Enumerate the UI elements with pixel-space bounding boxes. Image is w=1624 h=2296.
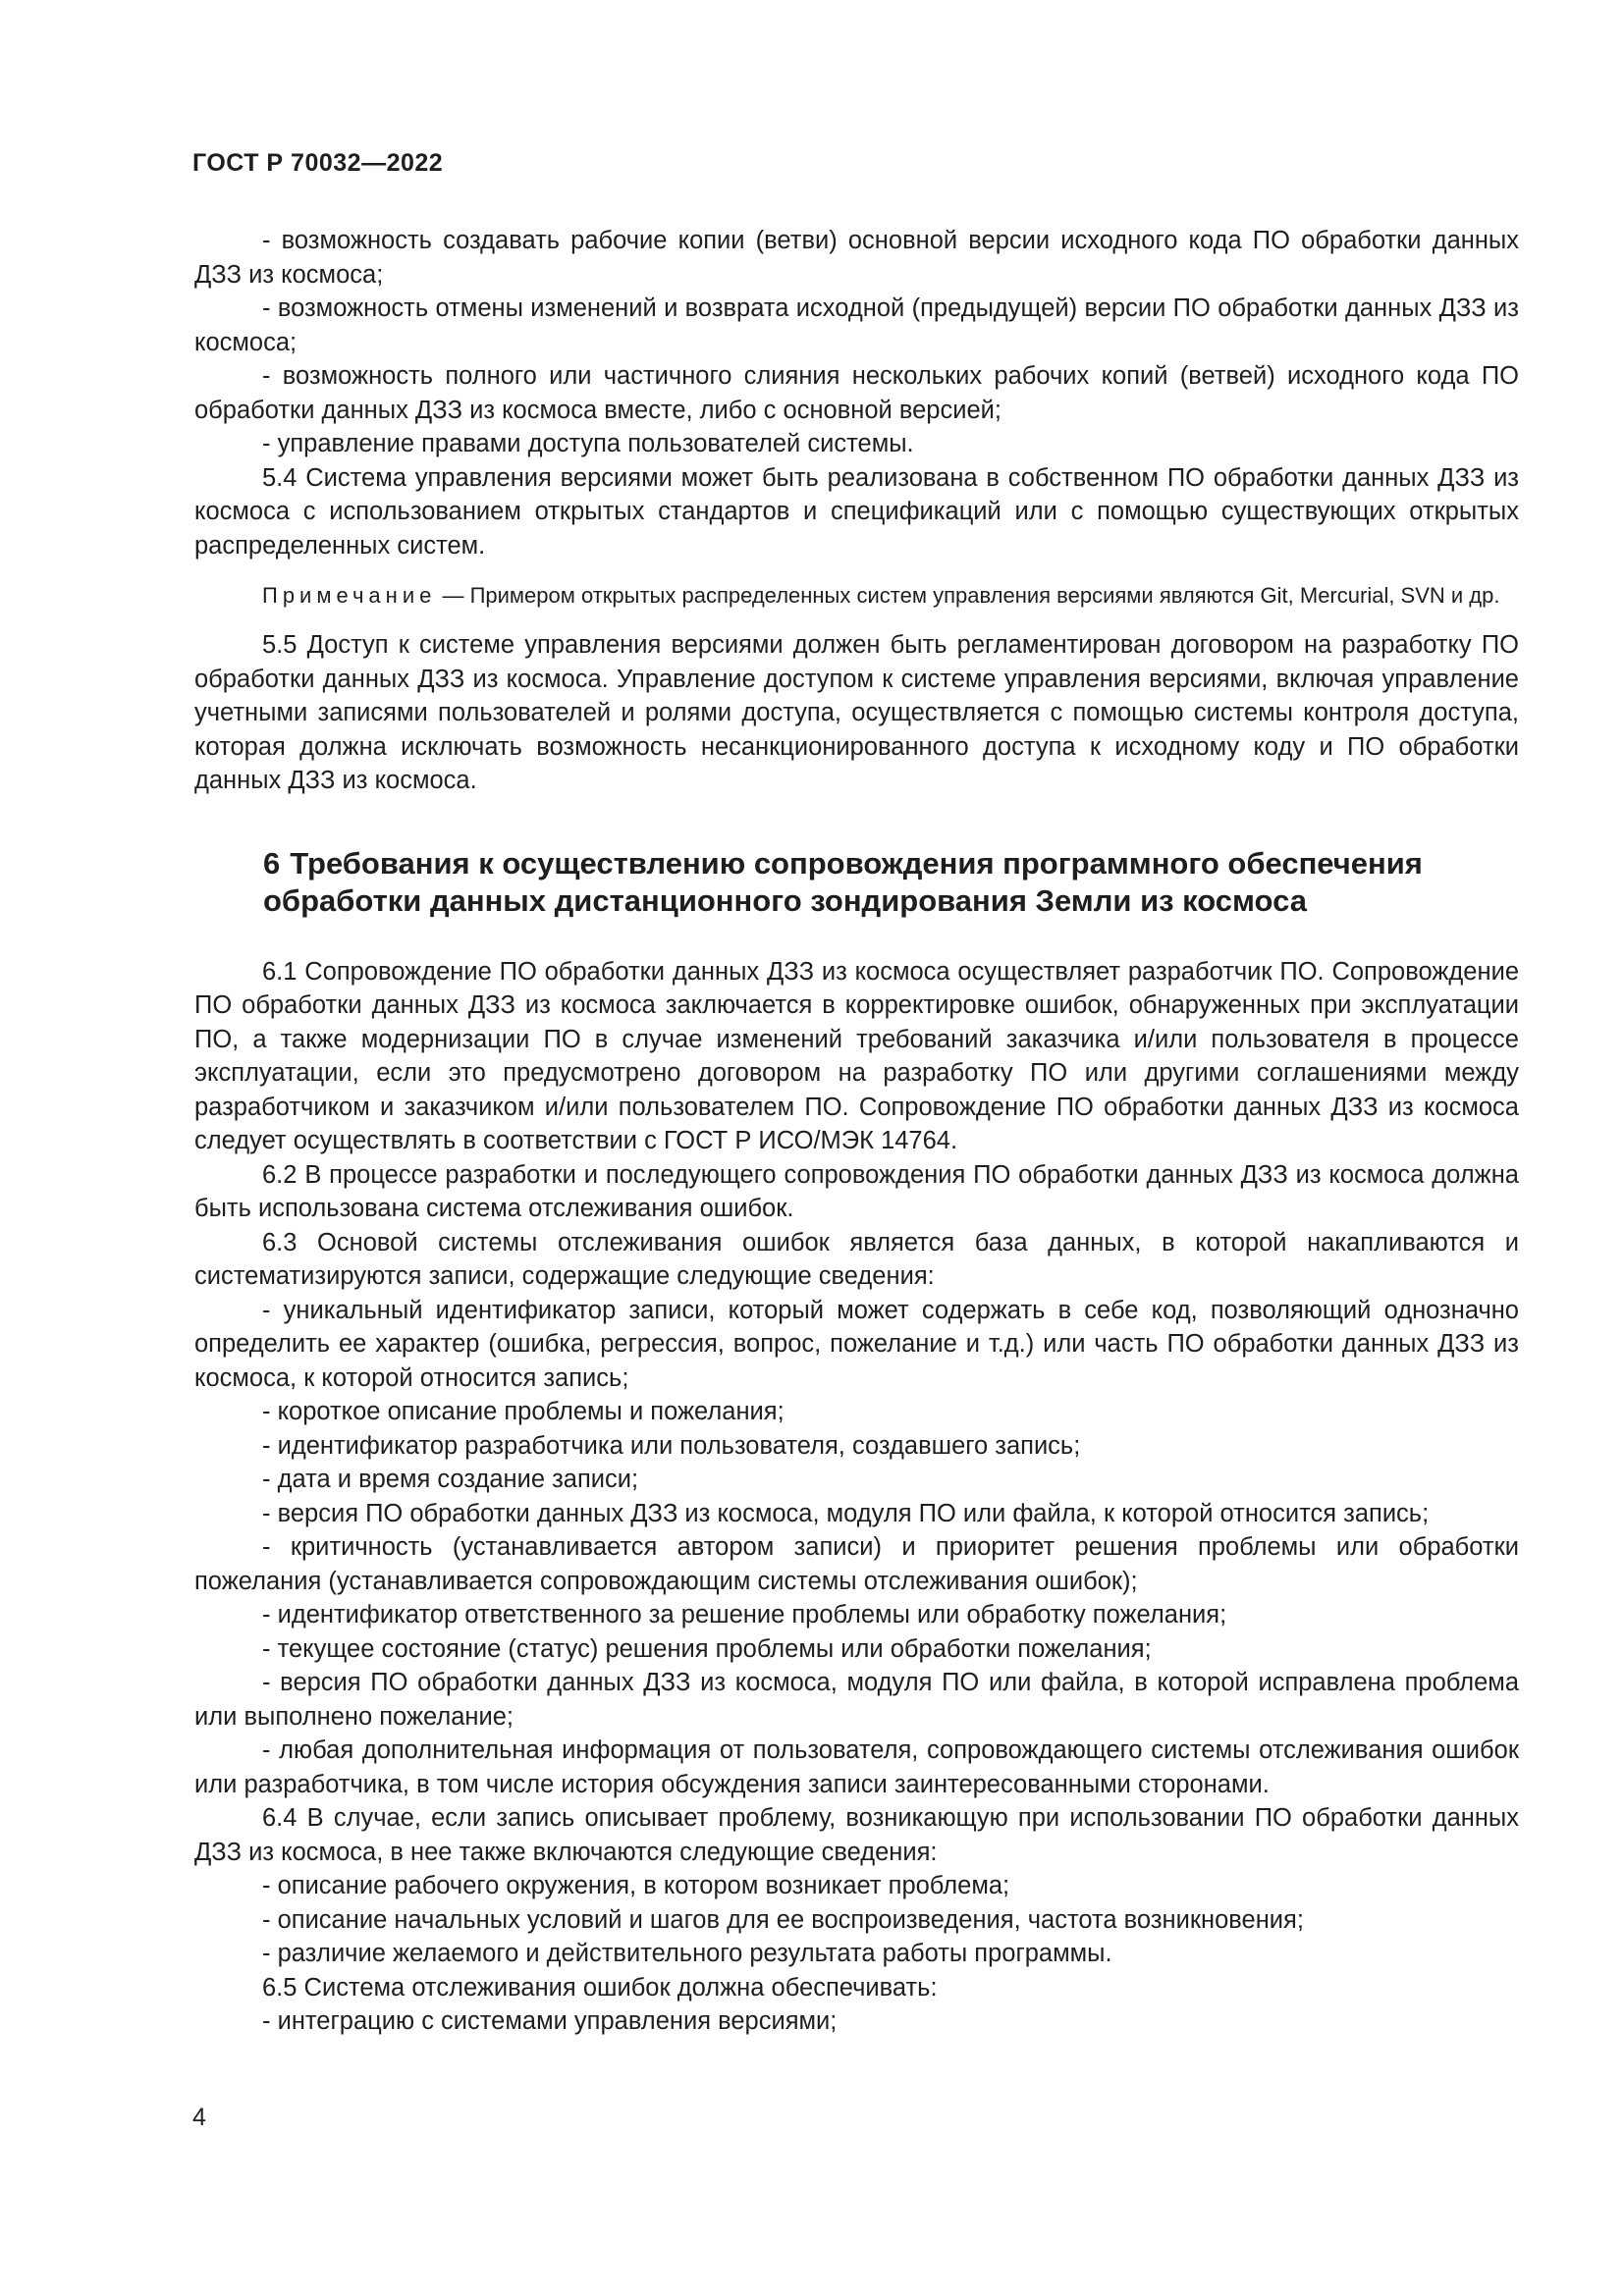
list-item: - возможность создавать рабочие копии (ветви) основной версии исходного кода ПО обработки данных ДЗЗ из космоса; (194, 227, 1519, 289)
clause-6-5: 6.5 Система отслеживания ошибок должна обеспечивать: (262, 1973, 938, 2002)
list-item: - идентификатор ответственного за решение проблемы или обработку пожелания; (262, 1601, 1227, 1629)
note-label: Примечание (262, 583, 437, 608)
clause-6-3: 6.3 Основой системы отслеживания ошибок является база данных, в которой накапливаются и систематизируются записи, содержащие следующие сведения: (194, 1228, 1519, 1290)
page-content (194, 224, 1519, 2039)
page-number: 4 (192, 2104, 206, 2131)
list-item: - различие желаемого и действительного результата работы программы. (262, 1940, 1112, 1967)
clause-6-1: 6.1 Сопровождение ПО обработки данных ДЗЗ из космоса осуществляет разработчик ПО. Сопровождение ПО обработки данных ДЗЗ из космоса заключается в корректировке ошибок, обнаруженных при эксплуатации ПО, а также модернизации ПО в случае изменений требований заказчика и/или пользователя в процессе эксплуатации, если это предусмотрено договором на разработку ПО или другими соглашениями между разработчиком и заказчиком и/или пользователем ПО. Сопровождение ПО обработки данных ДЗЗ из космоса следует осуществлять в соответствии с ГОСТ Р ИСО/МЭК 14764. (194, 957, 1519, 1154)
clause-5-4: 5.4 Система управления версиями может быть реализована в собственном ПО обработки данных ДЗЗ из космоса с использованием открытых стандартов и спецификаций или с помощью существующих открытых распределенных систем. (194, 463, 1519, 560)
list-item: - описание начальных условий и шагов для ее воспроизведения, частота возникновения; (262, 1905, 1304, 1934)
list-item: - возможность отмены изменений и возврата исходной (предыдущей) версии ПО обработки данных ДЗЗ из космоса; (194, 294, 1519, 356)
clause-5-5: 5.5 Доступ к системе управления версиями должен быть регламентирован договором на разработку ПО обработки данных ДЗЗ из космоса. Управление доступом к системе управления версиями, включая управление учетными записями пользователей и ролями доступа, осуществляется с помощью системы контроля доступа, которая должна исключать возможность несанкционированного доступа к исходному коду и ПО обработки данных ДЗЗ из космоса. (194, 631, 1519, 794)
section-number: 6 (263, 845, 281, 881)
list-item: - дата и время создание записи; (262, 1466, 639, 1493)
list-item: - описание рабочего окружения, в котором возникает проблема; (262, 1872, 1010, 1899)
list-item: - версия ПО обработки данных ДЗЗ из космоса, модуля ПО или файла, к которой относится запись; (262, 1499, 1430, 1527)
list-item: - управление правами доступа пользователей системы. (262, 430, 914, 457)
section-title-text: Требования к осуществлению сопровождения программного обеспечения обработки данных дистанционного зондирования Земли из космоса (263, 845, 1423, 918)
list-item: - текущее состояние (статус) решения проблемы или обработки пожелания; (262, 1634, 1152, 1663)
section-heading (194, 845, 1519, 920)
document-header: ГОСТ Р 70032—2022 (192, 149, 444, 177)
list-item: - интеграцию с системами управления версиями; (262, 2007, 838, 2035)
list-item: - уникальный идентификатор записи, который может содержать в себе код, позволяющий однозначно определить ее характер (ошибка, регрессия, вопрос, пожелание и т.д.) или часть ПО обработки данных ДЗЗ из космоса, к которой относится запись; (194, 1296, 1519, 1392)
clause-6-2: 6.2 В процессе разработки и последующего сопровождения ПО обработки данных ДЗЗ из космоса должна быть использована система отслеживания ошибок. (194, 1160, 1519, 1222)
list-item: - возможность полного или частичного слияния нескольких рабочих копий (ветвей) исходного кода ПО обработки данных ДЗЗ из космоса вместе, либо с основной версией; (194, 362, 1519, 424)
list-item: - критичность (устанавливается автором записи) и приоритет решения проблемы или обработки пожелания (устанавливается сопровождающим системы отслеживания ошибок); (194, 1533, 1519, 1595)
clause-6-4: 6.4 В случае, если запись описывает проблему, возникающую при использовании ПО обработки данных ДЗЗ из космоса, в нее также включаются следующие сведения: (194, 1804, 1519, 1866)
note (194, 580, 1519, 611)
list-item: - любая дополнительная информация от пользователя, сопровождающего системы отслеживания ошибок или разработчика, в том числе история обсуждения записи заинтересованными сторонами. (194, 1736, 1519, 1798)
list-item: - версия ПО обработки данных ДЗЗ из космоса, модуля ПО или файла, в которой исправлена проблема или выполнено пожелание; (194, 1669, 1519, 1731)
list-item: - короткое описание проблемы и пожелания; (262, 1398, 785, 1425)
list-item: - идентификатор разработчика или пользователя, создавшего запись; (262, 1431, 1081, 1460)
note-text: — Примером открытых распределенных систем управления версиями являются Git, Mercurial, SVN и др. (436, 583, 1500, 608)
